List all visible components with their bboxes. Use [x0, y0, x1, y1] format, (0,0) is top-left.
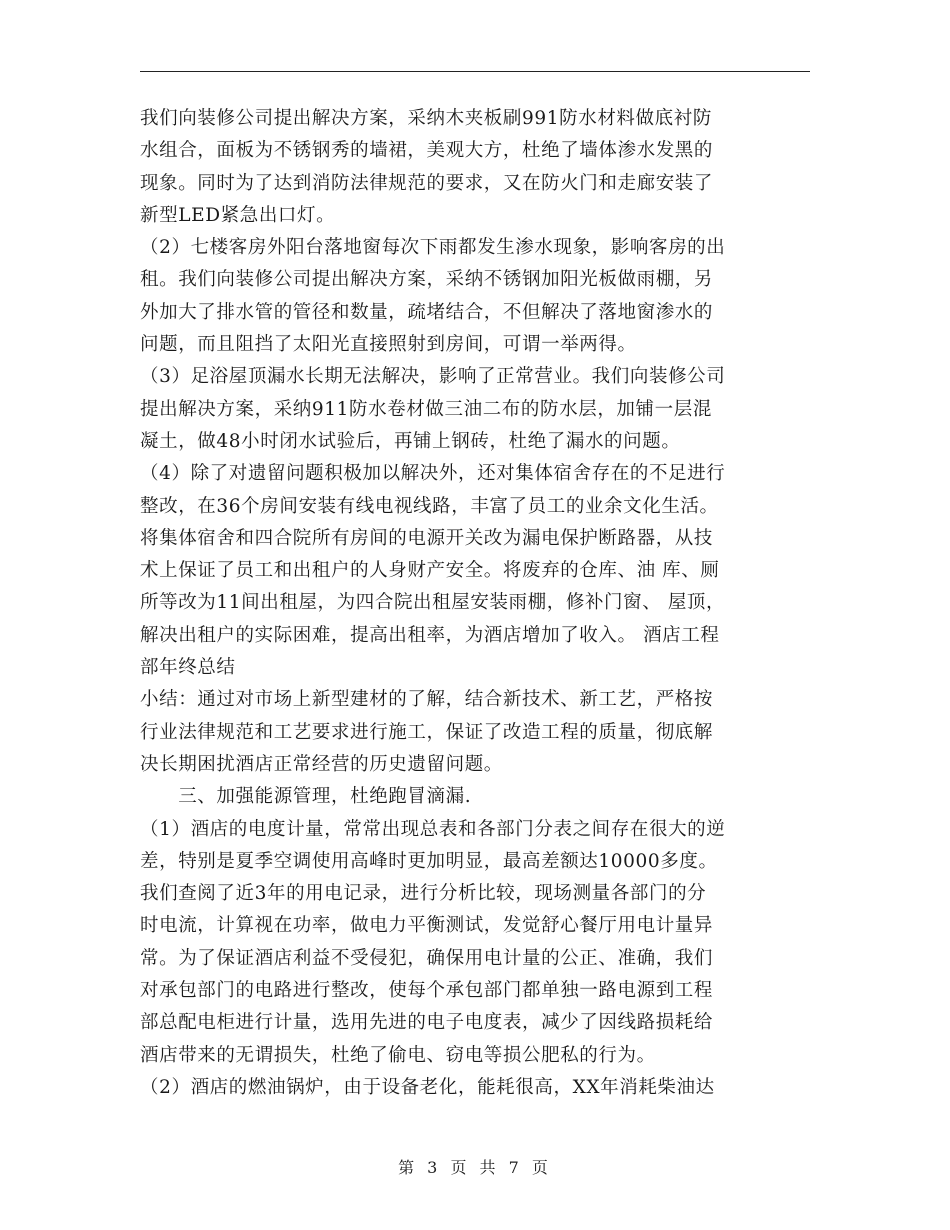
text-line: 对承包部门的电路进行整改，使每个承包部门都单独一路电源到工程	[140, 980, 714, 1002]
text-line: 租。我们向装修公司提出解决方案，采纳不锈钢加阳光板做雨棚，另	[140, 269, 714, 291]
text-line: （3）足浴屋顶漏水长期无法解决，影响了正常营业。我们向装修公司	[140, 366, 726, 388]
text-line: 决长期困扰酒店正常经营的历史遗留问题。	[140, 753, 503, 775]
text-line: 水组合，面板为不锈钢秀的墙裙，美观大方，杜绝了墙体渗水发黑的	[140, 140, 714, 162]
text-line: 所等改为11间出租屋，为四合院出租屋安装雨棚，修补门窗、 屋顶，	[140, 592, 726, 614]
text-line: 部年终总结	[140, 657, 236, 679]
text-line: （2）酒店的燃油锅炉，由于设备老化，能耗很高，XX年消耗柴油达	[140, 1076, 715, 1098]
text-line: 提出解决方案，采纳911防水卷材做三油二布的防水层，加铺一层混	[140, 398, 712, 420]
text-line: 新型LED紧急出口灯。	[140, 204, 336, 226]
header-rule	[140, 71, 810, 72]
text-line: 行业法律规范和工艺要求进行施工，保证了改造工程的质量，彻底解	[140, 721, 714, 743]
page-footer: 第 3 页 共 7 页	[398, 1158, 552, 1177]
text-line: 将集体宿舍和四合院所有房间的电源开关改为漏电保护断路器，从技	[140, 527, 714, 549]
text-line: 现象。同时为了达到消防法律规范的要求，又在防火门和走廊安装了	[140, 172, 714, 194]
text-line: 术上保证了员工和出租户的人身财产安全。将废弃的仓库、油 库、厕	[140, 560, 720, 582]
text-line: 问题，而且阻挡了太阳光直接照射到房间，可谓一举两得。	[140, 334, 637, 356]
document-body	[140, 103, 812, 1104]
text-line: （2）七楼客房外阳台落地窗每次下雨都发生渗水现象，影响客房的出	[140, 237, 726, 259]
section-heading: 三、加强能源管理，杜绝跑冒滴漏.	[140, 786, 472, 808]
text-line: 差，特别是夏季空调使用高峰时更加明显，最高差额达10000多度。	[140, 850, 718, 872]
text-line: 酒店带来的无谓损失，杜绝了偷电、窃电等损公肥私的行为。	[140, 1044, 656, 1066]
text-line: 时电流，计算视在功率，做电力平衡测试，发觉舒心餐厅用电计量异	[140, 915, 714, 937]
text-line: （4）除了对遗留问题积极加以解决外，还对集体宿舍存在的不足进行	[140, 463, 726, 485]
text-line: 常。为了保证酒店利益不受侵犯，确保用电计量的公正、准确，我们	[140, 947, 714, 969]
text-line: 解决出租户的实际困难，提高出租率，为酒店增加了收入。 酒店工程	[140, 624, 720, 646]
text-line: 凝土，做48小时闭水试验后，再铺上钢砖，杜绝了漏水的问题。	[140, 430, 681, 452]
text-line: 我们查阅了近3年的用电记录，进行分析比较，现场测量各部门的分	[140, 883, 707, 905]
text-line: 外加大了排水管的管径和数量，疏堵结合，不但解决了落地窗渗水的	[140, 301, 714, 323]
text-line: （1）酒店的电度计量，常常出现总表和各部门分表之间存在很大的逆	[140, 818, 726, 840]
text-line: 整改，在36个房间安装有线电视线路，丰富了员工的业余文化生活。	[140, 495, 719, 517]
text-line: 小结：通过对市场上新型建材的了解，结合新技术、新工艺，严格按	[140, 689, 714, 711]
text-line: 部总配电柜进行计量，选用先进的电子电度表，减少了因线路损耗给	[140, 1012, 714, 1034]
text-line: 我们向装修公司提出解决方案，采纳木夹板刷991防水材料做底衬防	[140, 108, 712, 129]
